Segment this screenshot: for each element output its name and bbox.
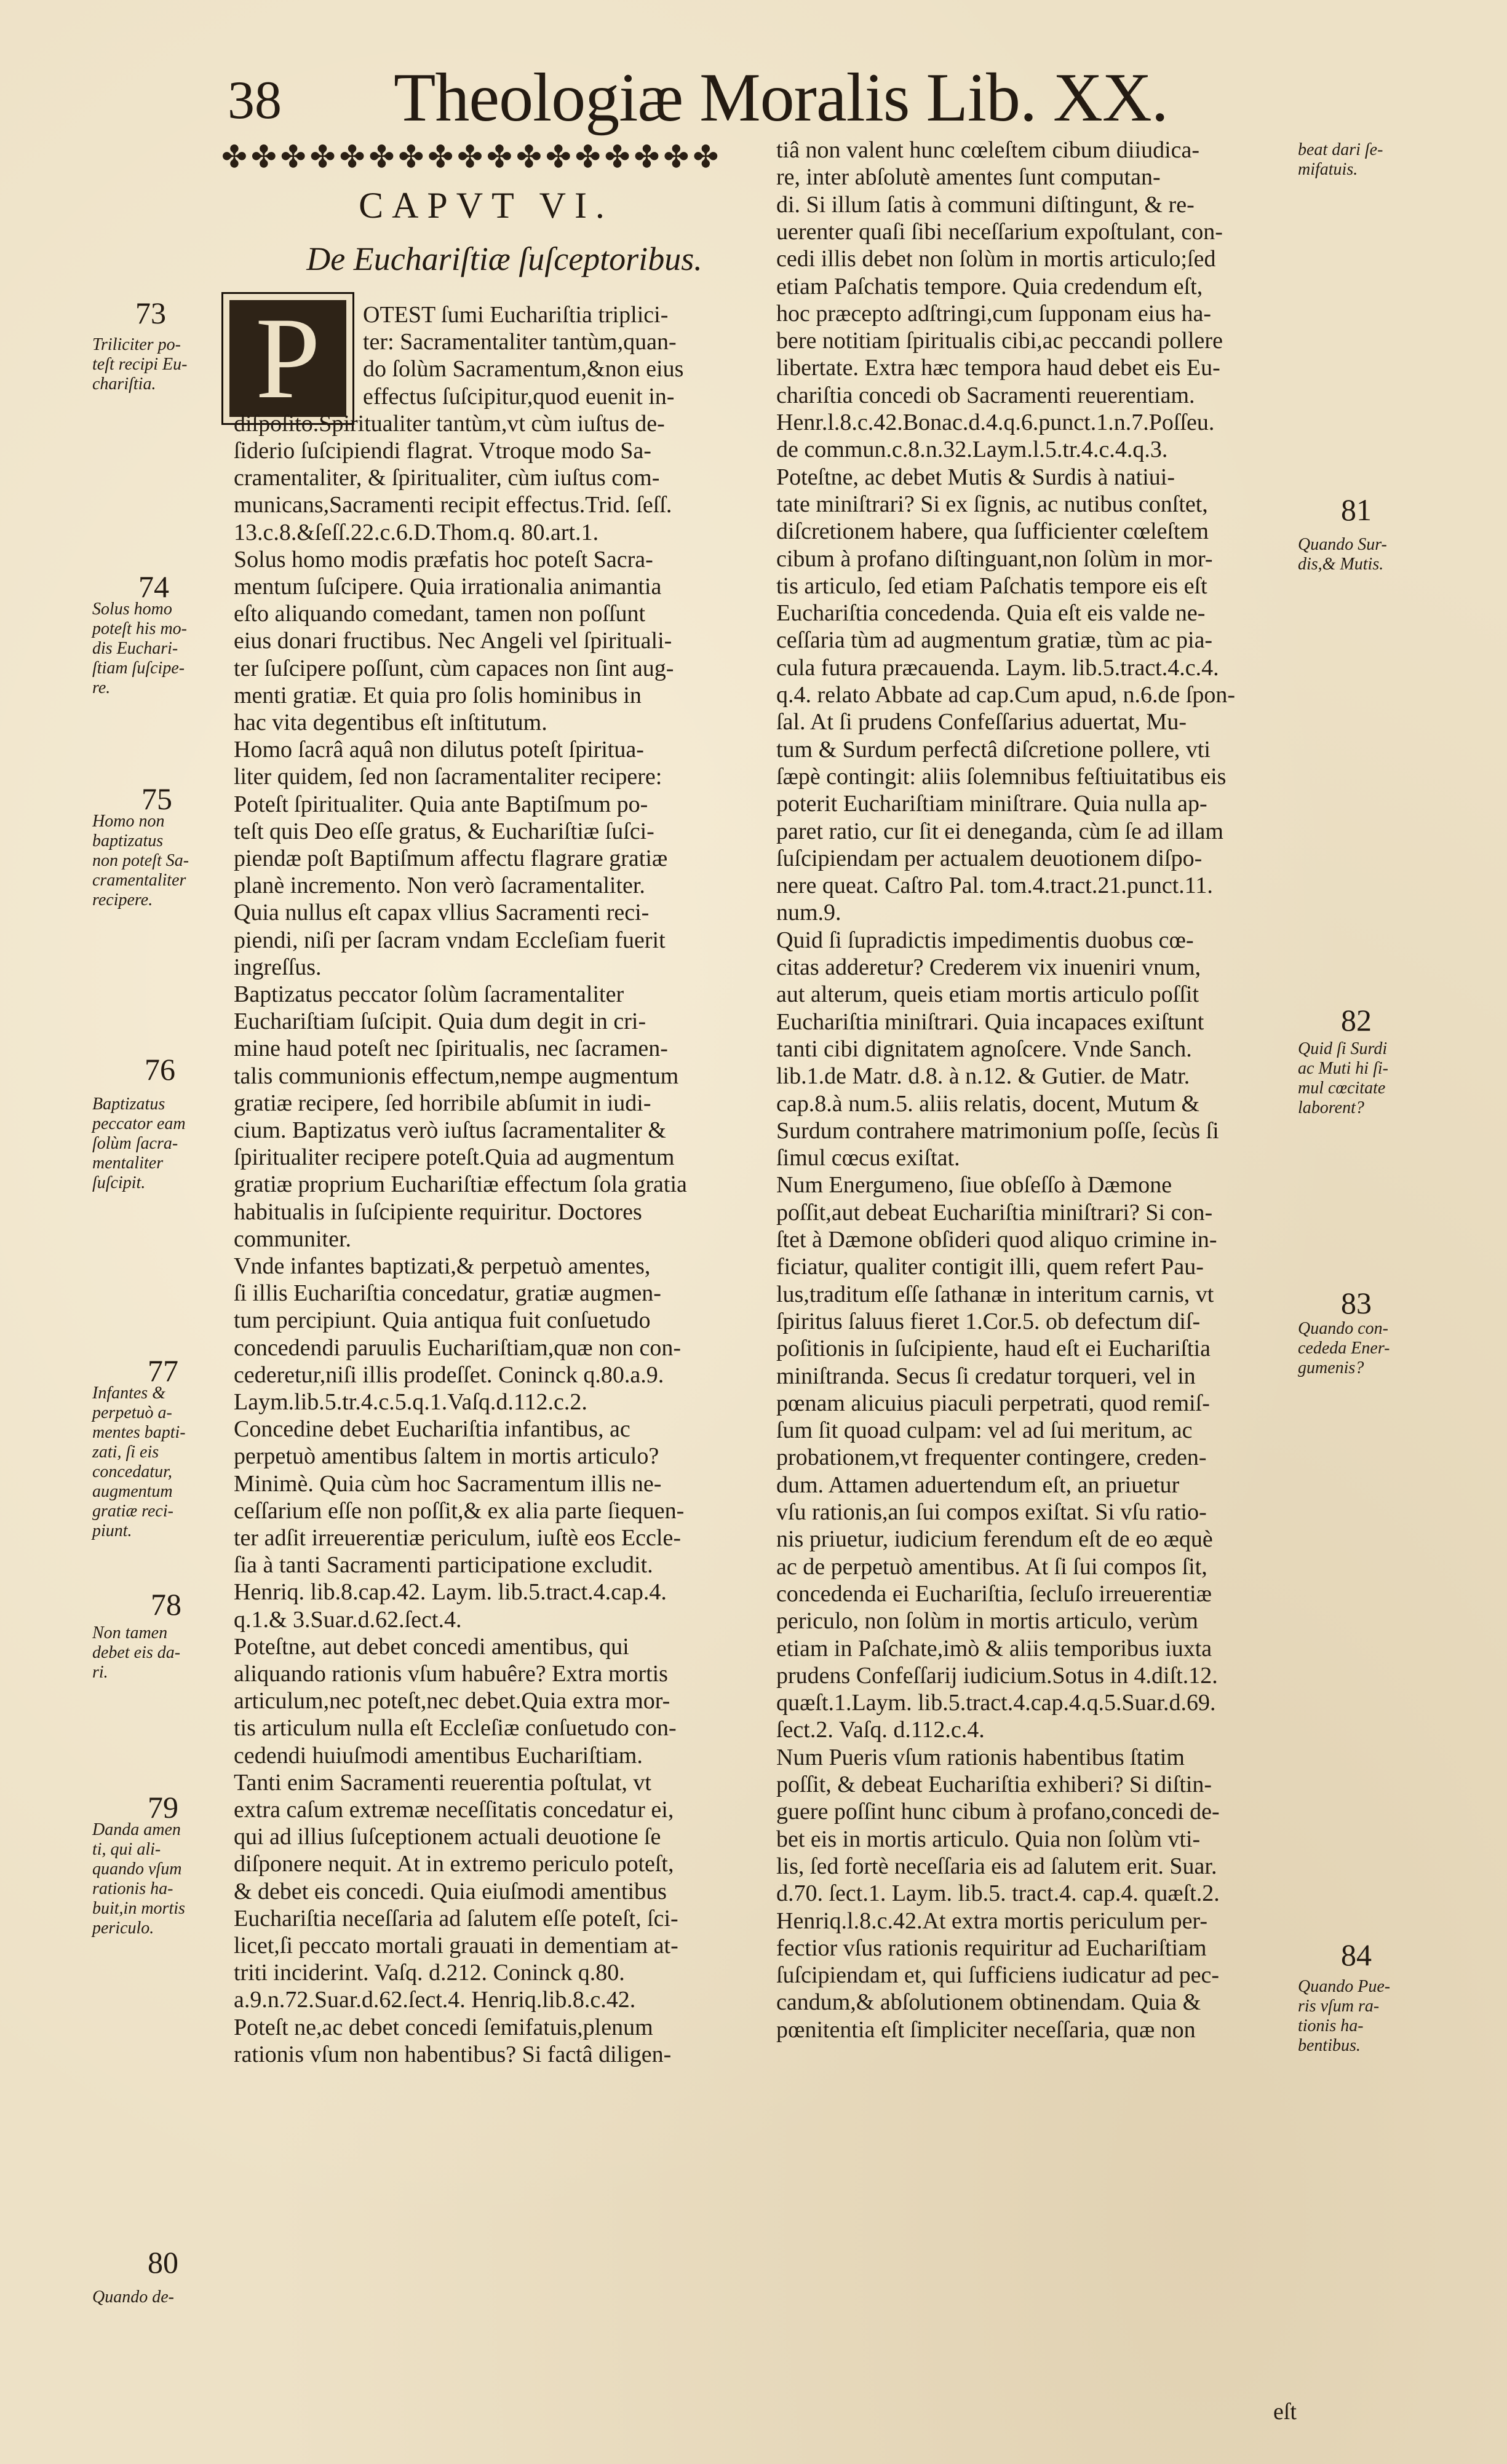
paragraph-number: 73 <box>135 296 166 330</box>
text-line: piendæ poſt Baptiſmum affectu flagrare gratiæ <box>234 846 668 871</box>
text-line: Vnde infantes baptizati,& perpetuò amentes, <box>234 1253 651 1279</box>
text-line: Baptizatus peccator ſolùm ſacramentaliter <box>234 981 624 1007</box>
text-line: tis articulum nulla eſt Eccleſiæ conſuetudo con- <box>234 1715 677 1741</box>
text-line: concedenda ei Euchariſtia, ſecluſo irreuerentiæ <box>776 1580 1212 1607</box>
text-line: rationis vſum non habentibus? Si factâ diligen- <box>234 2041 672 2067</box>
text-line: hoc præcepto adſtringi,cum ſupponam eius ha- <box>776 300 1212 327</box>
text-line: ſum ſit quoad culpam: vel ad ſui meritum, ac <box>776 1417 1193 1444</box>
text-line: periculo, non ſolùm in mortis articulo, verùm <box>776 1608 1198 1634</box>
text-line: planè incremento. Non verò ſacramentaliter. <box>234 873 645 899</box>
text-line: ac de perpetuò amentibus. At ſi ſui compos ſit, <box>776 1553 1207 1580</box>
text-line: ſtet à Dæmone obſideri quod aliquo crimine in- <box>776 1227 1217 1253</box>
text-line: gratiæ proprium Euchariſtiæ effectum ſola gratia <box>234 1171 687 1198</box>
text-line: mentum ſuſcipere. Quia irrationalia animantia <box>234 574 662 600</box>
text-line: ſi illis Euchariſtia concedatur, gratiæ augmen- <box>234 1280 661 1307</box>
text-line: cedendi huiuſmodi amentibus Euchariſtiam. <box>234 1742 643 1769</box>
margin-note: Baptizatus peccator eam ſolùm ſacra- mentaliter ſuſcipit. <box>92 1095 186 1192</box>
text-line: nis priuetur, iudicium ferendum eſt de eo æquè <box>776 1526 1213 1553</box>
text-line: triti inciderint. Vaſq. d.212. Coninck q.80. <box>234 1960 625 1986</box>
text-line: Num Pueris vſum rationis habentibus ſtatim <box>776 1744 1185 1770</box>
text-line: q.4. relato Abbate ad cap.Cum apud, n.6.de ſpon- <box>776 682 1236 708</box>
text-line: ſimul cœcus exiſtat. <box>776 1145 960 1171</box>
text-line: cederetur,niſi illis prodeſſet. Coninck q.80.a.9. <box>234 1361 664 1388</box>
text-line: vſu rationis,an ſui compos exiſtat. Si vſu ratio- <box>776 1499 1207 1525</box>
text-line: Poteſtne, ac debet Mutis & Surdis à natiui- <box>776 464 1175 490</box>
text-line: effectus ſuſcipitur,quod euenit in- <box>363 383 675 410</box>
text-line: num.9. <box>776 900 841 926</box>
text-line: chariſtia concedi ob Sacramenti reuerentiam. <box>776 382 1195 408</box>
text-line: tiâ non valent hunc cœleſtem cibum diiudica- <box>776 137 1200 163</box>
text-line: tum & Surdum perfectâ diſcretione pollere, vti <box>776 736 1211 763</box>
text-line: Henriq.l.8.c.42.At extra mortis periculum per- <box>776 1907 1207 1934</box>
text-line: ceſſaria tùm ad augmentum gratiæ, tùm ac pia- <box>776 627 1213 654</box>
text-line: poſitionis in ſuſcipiente, haud eſt ei Euchariſtia <box>776 1336 1211 1362</box>
text-line: tate miniſtrari? Si ex ſignis, ac nutibus conſtet, <box>776 491 1208 517</box>
text-line: cibum à profano diſtinguant,non ſolùm in mor- <box>776 545 1213 572</box>
text-line: teſt quis Deo eſſe gratus, & Euchariſtiæ ſuſci- <box>234 818 654 844</box>
margin-note: Non tamen debet eis da- ri. <box>92 1623 181 1682</box>
paragraph-number: 74 <box>138 569 169 604</box>
text-line: qui ad illius ſuſceptionem actuali deuotione ſe <box>234 1824 661 1850</box>
text-line: candum,& abſolutionem obtinendam. Quia & <box>776 1989 1201 2016</box>
text-line: Quid ſi ſupradictis impedimentis duobus cœ- <box>776 927 1194 953</box>
text-line: gratiæ recipere, ſed horribile abſumit in iudi- <box>234 1090 651 1116</box>
text-line: di. Si illum ſatis à communi diſtingunt, & re- <box>776 191 1195 218</box>
text-line: poſſit, & debeat Euchariſtia exhiberi? Si diſtin- <box>776 1772 1212 1797</box>
paragraph-number: 82 <box>1341 1003 1372 1037</box>
text-line: tis articulo, ſed etiam Paſchatis tempore eis eſt <box>776 572 1207 599</box>
text-line: prudens Confeſſarij iudicium.Sotus in 4.diſt.12. <box>776 1662 1218 1689</box>
text-line: cedi illis debet non ſolùm in mortis articulo;ſed <box>776 246 1216 272</box>
text-line: cium. Baptizatus verò iuſtus ſacramentaliter & <box>234 1117 666 1143</box>
text-line: d.70. ſect.1. Laym. lib.5. tract.4. cap.4. quæſt.2. <box>776 1880 1220 1907</box>
text-line: citas adderetur? Crederem vix inueniri vnum, <box>776 954 1201 980</box>
text-line: articulum,nec poteſt,nec debet.Quia extra mor- <box>234 1688 670 1714</box>
text-line: liter quidem, ſed non ſacramentaliter recipere: <box>234 764 662 790</box>
text-line: ficiatur, qualiter contigit illi, quem refert Pau- <box>776 1254 1204 1280</box>
running-title: Theologiæ Moralis Lib. XX. <box>394 60 1168 136</box>
text-line: ſect.2. Vaſq. d.112.c.4. <box>776 1717 985 1743</box>
text-line: ſuſcipiendam per actualem deuotionem diſpo- <box>776 845 1203 871</box>
text-line: de commun.c.8.n.32.Laym.l.5.tr.4.c.4.q.3. <box>776 437 1168 463</box>
text-line: diſponere nequit. At in extremo periculo poteſt, <box>234 1851 674 1877</box>
text-line: Tanti enim Sacramenti reuerentia poſtulat, vt <box>234 1769 651 1796</box>
text-line: Num Energumeno, ſiue obſeſſo à Dæmone <box>776 1172 1172 1198</box>
text-line: ſuſcipiendam et, qui ſufficiens iudicatur ad pec- <box>776 1962 1219 1989</box>
decorated-initial <box>221 292 354 425</box>
text-line: Solus homo modis præfatis hoc poteſt Sacra- <box>234 546 653 572</box>
paragraph-number: 80 <box>148 2245 178 2280</box>
text-line: pœnitentia eſt ſimpliciter neceſſaria, quæ non <box>776 2016 1196 2043</box>
text-line: ſæpè contingit: aliis ſolemnibus feſtiuitatibus eis <box>776 763 1227 790</box>
running-header <box>228 58 1181 136</box>
text-line: uerenter quaſi ſibi neceſſarium expoſtulant, con- <box>776 218 1223 245</box>
paragraph-number: 79 <box>148 1790 178 1824</box>
text-line: tum percipiunt. Quia antiqua fuit conſuetudo <box>234 1307 651 1334</box>
text-line: do ſolùm Sacramentum,&non eius <box>363 356 684 382</box>
text-line: Henriq. lib.8.cap.42. Laym. lib.5.tract.4.cap.4. <box>234 1579 667 1606</box>
text-line: etiam in Paſchate,imò & aliis temporibus iuxta <box>776 1635 1212 1662</box>
text-line: ingreſſus. <box>234 954 322 980</box>
text-line: menti gratiæ. Et quia pro ſolis hominibus in <box>234 682 642 708</box>
text-line: ter: Sacramentaliter tantùm,quan- <box>363 329 677 355</box>
text-line: aliquando rationis vſum habuêre? Extra mortis <box>234 1661 668 1687</box>
text-line: hac vita degentibus eſt inſtitutum. <box>234 710 547 735</box>
text-line: mine haud poteſt nec ſpiritualis, nec ſacramen- <box>234 1036 668 1062</box>
paragraph-number: 81 <box>1341 493 1372 527</box>
margin-note: Homo non baptizatus non poteſt Sa- cramentaliter recipere. <box>92 812 189 909</box>
margin-note: Solus homo poteſt his mo- dis Euchari- ſtiam ſuſcipe- re. <box>92 600 187 697</box>
paragraph-number: 84 <box>1341 1938 1372 1972</box>
margin-note: Triliciter po- teſt recipi Eu- chariſtia. <box>92 335 188 394</box>
text-line: poſſit,aut debeat Euchariſtia miniſtrari? Si con- <box>776 1199 1213 1226</box>
text-line: ſpiritualiter recipere poteſt.Quia ad augmentum <box>234 1144 675 1171</box>
margin-note: beat dari ſe- mifatuis. <box>1298 140 1383 179</box>
margin-note: Quando Sur- dis,& Mutis. <box>1298 535 1387 574</box>
paragraph-number: 76 <box>145 1052 175 1087</box>
text-line: cula futura præcauenda. Laym. lib.5.tract.4.c.4. <box>776 654 1219 681</box>
margin-note: Quando de- <box>92 2288 174 2307</box>
text-line: lis, ſed fortè neceſſaria eis ad ſalutem erit. Suar. <box>776 1853 1217 1879</box>
text-line: diſpoſito.Spiritualiter tantùm,vt cùm iuſtus de- <box>234 410 665 437</box>
text-line: lib.1.de Matr. d.8. à n.12. & Gutier. de Matr. <box>776 1063 1190 1090</box>
text-line: eſto aliquando comedant, tamen non poſſunt <box>234 601 646 627</box>
text-line: etiam Paſchatis tempore. Quia credendum eſt, <box>776 273 1203 299</box>
text-line: lus,traditum eſſe ſathanæ in interitum carnis, vt <box>776 1281 1214 1307</box>
text-line: communiter. <box>234 1226 352 1252</box>
text-line: Poteſtne, aut debet concedi amentibus, qui <box>234 1633 629 1660</box>
text-line: poterit Euchariſtiam miniſtrare. Quia nulla ap- <box>776 791 1207 817</box>
text-line: Concedine debet Euchariſtia infantibus, ac <box>234 1416 630 1443</box>
catchword: eſt <box>1273 2399 1297 2425</box>
text-line: ter adſit irreuerentiæ periculum, iuſtè eos Eccle- <box>234 1525 681 1551</box>
paragraph-number: 75 <box>141 782 172 816</box>
text-line: licet,ſi peccato mortali grauati in dementiam at- <box>234 1933 678 1959</box>
text-line: bere notitiam ſpiritualis cibi,ac peccandi pollere <box>776 328 1223 354</box>
text-line: ceſſarium eſſe non poſſit,& ex alia parte ſiequen- <box>234 1497 685 1524</box>
chapter-heading: CAPVT VI. <box>359 185 613 226</box>
text-line: Quia nullus eſt capax vllius Sacramenti reci- <box>234 900 650 926</box>
text-line: quæſt.1.Laym. lib.5.tract.4.cap.4.q.5.Suar.d.69. <box>776 1690 1216 1716</box>
text-line: pœnam alicuius piaculi perpetrati, quod remiſ- <box>776 1390 1210 1416</box>
text-line: cramentaliter, & ſpiritualiter, cùm iuſtus com- <box>234 465 660 491</box>
text-line: re, inter abſolutè amentes ſunt computan- <box>776 164 1161 191</box>
text-line: habitualis in ſuſcipiente requiritur. Doctores <box>234 1198 642 1225</box>
text-line: paret ratio, cur ſit ei deneganda, cùm ſe ad illam <box>776 818 1223 844</box>
text-line: Surdum contrahere matrimonium poſſe, ſecùs ſi <box>776 1117 1219 1144</box>
text-line: concedendi paruulis Euchariſtiam,quæ non con- <box>234 1334 682 1361</box>
margin-note: Quid ſi Surdi ac Muti hi ſi- mul cœcitate laborent? <box>1298 1039 1388 1117</box>
text-line: miniſtranda. Secus ſi credatur torqueri, vel in <box>776 1363 1196 1389</box>
text-line: municans,Sacramenti recipit effectus.Trid. ſeſſ. <box>234 492 672 518</box>
text-line: Poteſt ſpiritualiter. Quia ante Baptiſmum po- <box>234 791 648 817</box>
page-number: 38 <box>228 71 282 130</box>
text-line: ſiderio ſuſcipiendi flagrat. Vtroque modo Sa- <box>234 438 651 464</box>
text-line: cap.8.à num.5. aliis relatis, docent, Mutum & <box>776 1090 1200 1117</box>
text-line: diſcretionem habere, qua ſufficienter cœleſtem <box>776 518 1209 545</box>
text-line: ſal. At ſi prudens Confeſſarius aduertat, Mu- <box>776 709 1187 735</box>
text-line: Henr.l.8.c.42.Bonac.d.4.q.6.punct.1.n.7.Poſſeu. <box>776 410 1215 435</box>
margin-note: Quando Pue- ris vſum ra- tionis ha- bentibus. <box>1298 1977 1391 2055</box>
initial-letter: P <box>255 294 320 423</box>
text-line: Homo ſacrâ aquâ non dilutus poteſt ſpiritua- <box>234 737 644 763</box>
text-line: a.9.n.72.Suar.d.62.ſect.4. Henriq.lib.8.c.42. <box>234 1987 636 2013</box>
paragraph-number: 83 <box>1341 1286 1372 1320</box>
text-line: aut alterum, queis etiam mortis articulo poſſit <box>776 981 1199 1008</box>
text-line: perpetuò amentibus ſaltem in mortis articulo? <box>234 1443 659 1470</box>
text-line: piendi, niſi per ſacram vndam Eccleſiam fuerit <box>234 927 666 953</box>
text-line: Poteſt ne,ac debet concedi ſemifatuis,plenum <box>234 2014 653 2040</box>
text-line: Euchariſtia neceſſaria ad ſalutem eſſe poteſt, ſci- <box>234 1905 678 1931</box>
text-line: nere queat. Caſtro Pal. tom.4.tract.21.punct.11. <box>776 873 1213 899</box>
text-line: 13.c.8.&ſeſſ.22.c.6.D.Thom.q. 80.art.1. <box>234 519 599 545</box>
text-line: Laym.lib.5.tr.4.c.5.q.1.Vaſq.d.112.c.2. <box>234 1389 587 1415</box>
text-line: & debet eis concedi. Quia eiuſmodi amentibus <box>234 1878 667 1904</box>
margin-note: Danda amen ti, qui ali- quando vſum rationis ha- buit,in mortis periculo. <box>92 1820 185 1938</box>
text-line: OTEST ſumi Euchariſtia triplici- <box>363 302 669 328</box>
text-line: Euchariſtiam ſuſcipit. Quia dum degit in cri- <box>234 1008 646 1035</box>
text-line: bet eis in mortis articulo. Quia non ſolùm vti- <box>776 1826 1201 1852</box>
paragraph-number: 77 <box>148 1353 178 1388</box>
text-line: dum. Attamen aduertendum eſt, an priuetur <box>776 1472 1180 1498</box>
text-line: Euchariſtia concedenda. Quia eſt eis valde ne- <box>776 600 1206 627</box>
text-line: talis communionis effectum,nempe augmentum <box>234 1063 679 1089</box>
text-line: q.1.& 3.Suar.d.62.ſect.4. <box>234 1606 462 1633</box>
text-line: Euchariſtia miniſtrari. Quia incapaces exiſtunt <box>776 1008 1204 1035</box>
text-line: ſia à tanti Sacramenti participatione excludit. <box>234 1552 653 1579</box>
margin-note: Quando con- cededa Ener- gumenis? <box>1298 1319 1390 1377</box>
text-line: probationem,vt frequenter contingere, creden- <box>776 1444 1207 1471</box>
text-line: ſpiritus ſaluus fieret 1.Cor.5. ob defectum diſ- <box>776 1308 1201 1334</box>
text-line: Minimè. Quia cùm hoc Sacramentum illis ne- <box>234 1470 662 1497</box>
paragraph-number: 78 <box>151 1587 181 1622</box>
text-line: eius donari fructibus. Nec Angeli vel ſpirituali- <box>234 628 672 654</box>
margin-note: Infantes & perpetuò a- mentes bapti- zati, ſi eis concedatur, augmentum gratiæ reci- piunt. <box>92 1384 186 1540</box>
text-line: ter ſuſcipere poſſunt, cùm capaces non ſint aug- <box>234 655 674 681</box>
text-line: fectior vſus rationis requiritur ad Euchariſtiam <box>776 1935 1207 1961</box>
ornamental-band: ✤✤✤✤✤✤✤✤✤✤✤✤✤✤✤✤✤ <box>221 139 723 175</box>
text-line: extra caſum extremæ neceſſitatis concedatur ei, <box>234 1797 674 1823</box>
text-line: libertate. Extra hæc tempora haud debet eis Eu- <box>776 355 1220 381</box>
text-line: guere poſſint hunc cibum à profano,concedi de- <box>776 1799 1220 1825</box>
text-line: tanti cibi dignitatem agnoſcere. Vnde Sanch. <box>776 1036 1192 1062</box>
chapter-subtitle: De Euchariſtiæ ſuſceptoribus. <box>306 240 702 277</box>
